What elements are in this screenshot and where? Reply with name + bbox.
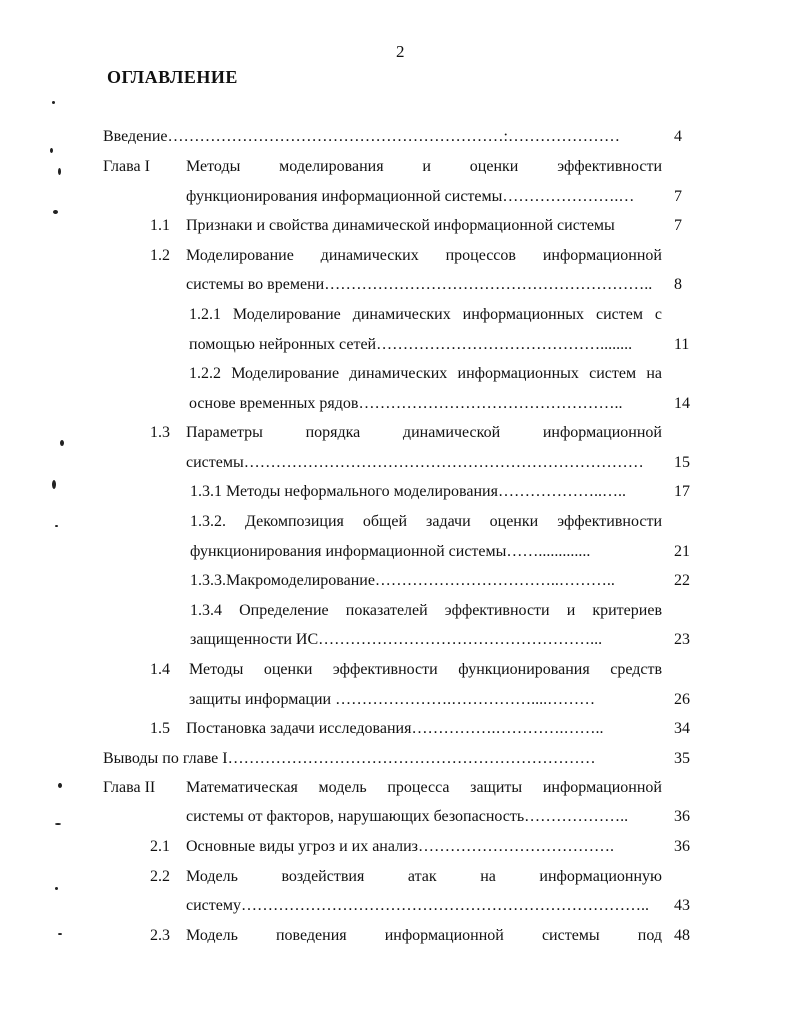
toc-entry xyxy=(0,304,796,326)
toc-entry-label: 1.2 xyxy=(150,247,170,264)
scan-speck xyxy=(55,823,61,825)
toc-entry xyxy=(0,481,796,503)
toc-entry xyxy=(0,836,796,858)
scan-speck xyxy=(50,148,53,153)
toc-entry-page: 17 xyxy=(674,483,690,500)
toc-entry-page: 7 xyxy=(674,188,682,205)
toc-entry-text: помощью нейронных сетей……………………………………........ xyxy=(189,336,633,353)
toc-entry-label: 1.4 xyxy=(150,661,170,678)
toc-entry-text: системы………………………………………………………………… xyxy=(186,454,644,471)
scan-speck xyxy=(55,887,58,890)
scan-speck xyxy=(60,440,64,446)
toc-entry xyxy=(0,511,796,533)
toc-entry-text: 1.3.1 Методы неформального моделирования………………..….. xyxy=(190,483,626,500)
toc-entry-text: Методы моделирования и оценки эффективности xyxy=(186,158,662,175)
toc-entry-text: 1.3.4 Определение показателей эффективности и критериев xyxy=(190,602,662,619)
toc-entry-page: 22 xyxy=(674,572,690,589)
toc-entry-text: Параметры порядка динамической информационной xyxy=(186,424,662,441)
toc-entry-text: функционирования информационной системы………………….… xyxy=(186,188,635,205)
toc-entry-text: Постановка задачи исследования…………….………….…….. xyxy=(186,720,604,737)
toc-entry-text: Модель воздействия атак на информационную xyxy=(186,868,662,885)
toc-entry-page: 11 xyxy=(674,336,690,353)
toc-entry-text: Признаки и свойства динамической информационной системы xyxy=(186,217,615,234)
page-title: ОГЛАВЛЕНИЕ xyxy=(107,67,238,87)
toc-entry xyxy=(0,215,796,237)
toc-entry-text: Моделирование динамических процессов информационной xyxy=(186,247,662,264)
toc-entry xyxy=(0,245,796,267)
toc-entry-page: 4 xyxy=(674,128,682,145)
toc-entry-text: 1.3.3.Макромоделирование……………………………..……….. xyxy=(190,572,615,589)
toc-entry-page: 48 xyxy=(674,927,690,944)
scan-speck xyxy=(55,525,58,527)
toc-entry-text: Модель поведения информационной системы под xyxy=(186,927,662,944)
toc-entry xyxy=(0,718,796,740)
toc-entry-text: Методы оценки эффективности функционирования средств xyxy=(189,661,662,678)
toc-entry xyxy=(0,659,796,681)
toc-entry xyxy=(0,334,796,356)
toc-entry xyxy=(0,186,796,208)
toc-entry-text: системы во времени…………………………………………………….. xyxy=(186,276,653,293)
toc-entry-label: 1.5 xyxy=(150,720,170,737)
toc-entry xyxy=(0,274,796,296)
toc-entry xyxy=(0,156,796,178)
scan-speck xyxy=(53,210,58,214)
toc-entry xyxy=(0,748,796,770)
toc-entry xyxy=(0,689,796,711)
toc-entry xyxy=(0,777,796,799)
toc-entry-text: 1.2.2 Моделирование динамических информационных систем на xyxy=(189,365,662,382)
toc-entry-page: 21 xyxy=(674,543,690,560)
toc-entry xyxy=(0,866,796,888)
scan-speck xyxy=(52,101,55,104)
toc-entry-text: основе временных рядов………………………………………….. xyxy=(189,395,623,412)
toc-entry xyxy=(0,393,796,415)
toc-entry-text: защищенности ИС……………………………………………... xyxy=(190,631,603,648)
toc-entry xyxy=(0,600,796,622)
page-number: 2 xyxy=(396,42,405,61)
toc-entry-label: Глава II xyxy=(103,779,156,796)
toc-entry-page: 23 xyxy=(674,631,690,648)
toc-entry xyxy=(0,570,796,592)
toc-entry xyxy=(0,629,796,651)
toc-entry-text: Математическая модель процесса защиты информационной xyxy=(186,779,662,796)
scan-speck xyxy=(58,783,62,788)
toc-entry-text: Основные виды угроз и их анализ………………………………. xyxy=(186,838,614,855)
scan-speck xyxy=(58,168,61,175)
toc-entry-text: систему………………………………………………………………….. xyxy=(186,897,649,914)
toc-entry-text: 1.3.2. Декомпозиция общей задачи оценки эффективности xyxy=(190,513,662,530)
toc-entry-page: 35 xyxy=(674,750,690,767)
toc-entry xyxy=(0,925,796,947)
toc-entry-page: 8 xyxy=(674,276,682,293)
toc-entry-page: 34 xyxy=(674,720,690,737)
toc-entry-label: 1.3 xyxy=(150,424,170,441)
scan-speck xyxy=(58,933,62,935)
toc-entry-page: 14 xyxy=(674,395,690,412)
toc-entry-label: 1.1 xyxy=(150,217,170,234)
toc-entry xyxy=(0,126,796,148)
toc-entry-label: 2.3 xyxy=(150,927,170,944)
toc-entry-text: 1.2.1 Моделирование динамических информационных систем с xyxy=(189,306,662,323)
toc-entry-page: 7 xyxy=(674,217,682,234)
toc-entry-label: 2.2 xyxy=(150,868,170,885)
scan-speck xyxy=(52,480,56,489)
toc-entry xyxy=(0,422,796,444)
toc-entry xyxy=(0,806,796,828)
toc-entry xyxy=(0,452,796,474)
toc-entry-text: функционирования информационной системы……............. xyxy=(190,543,591,560)
toc-entry-page: 26 xyxy=(674,691,690,708)
toc-entry-label: 2.1 xyxy=(150,838,170,855)
toc-entry-text: системы от факторов, нарушающих безопасность……………….. xyxy=(186,808,629,825)
toc-entry-text: защиты информации ………………….……………....……… xyxy=(189,691,596,708)
toc-entry-text: Выводы по главе I…………………………………………………………… xyxy=(103,750,596,767)
toc-entry-label: Глава I xyxy=(103,158,150,175)
toc-entry xyxy=(0,541,796,563)
toc-entry-page: 43 xyxy=(674,897,690,914)
toc-entry xyxy=(0,363,796,385)
toc-entry xyxy=(0,895,796,917)
toc-entry-text: Введение………………………………………………………:………………… xyxy=(103,128,620,145)
toc-entry-page: 36 xyxy=(674,808,690,825)
toc-entry-page: 15 xyxy=(674,454,690,471)
toc-entry-page: 36 xyxy=(674,838,690,855)
